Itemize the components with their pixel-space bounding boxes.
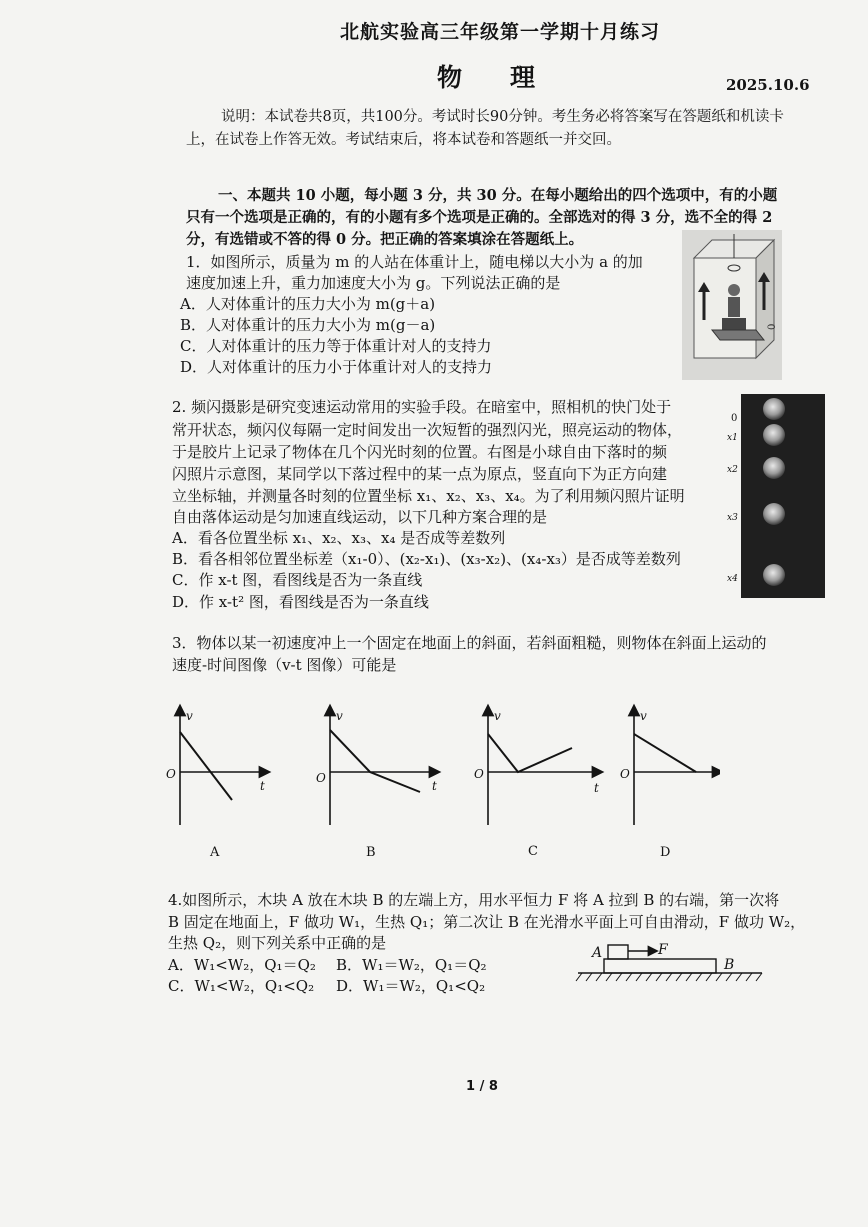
page-number: 1 / 8 <box>466 1079 498 1094</box>
q4-option-d: D．W₁＝W₂，Q₁<Q₂ <box>336 977 486 995</box>
q2-stem-line-2: 常开状态，频闪仪每隔一定时间发出一次短暂的强烈闪光，照亮运动的物体， <box>172 421 683 439</box>
section-1-line-2: 只有一个选项是正确的，有的小题有多个选项是正确的。全部选对的得 3 分，选不全的得 2 <box>186 209 773 226</box>
graph-b-label: B <box>366 845 376 860</box>
strobe-label-x3: x3 <box>727 513 738 523</box>
q1-elevator-figure <box>682 230 782 380</box>
q2-stem-line-6: 自由落体运动是匀加速直线运动，以下几种方案合理的是 <box>172 508 548 526</box>
graph-b-v-label: v <box>336 709 343 723</box>
svg-text:0: 0 <box>767 323 778 330</box>
graph-c-v-label: v <box>494 709 501 723</box>
q1-option-c: C．人对体重计的压力等于体重计对人的支持力 <box>180 337 492 355</box>
strobe-label-x2: x2 <box>727 465 738 475</box>
q4-stem-line-2: B 固定在地面上，F 做功 W₁，生热 Q₁；第二次让 B 在光滑水平面上可自由滑动，F 做功 W₂， <box>168 913 806 931</box>
strobe-label-x1: x1 <box>727 433 738 443</box>
graph-a-label: A <box>210 845 220 860</box>
graph-c-t-label: t <box>594 781 599 795</box>
q2-stem-line-1: 2. 频闪摄影是研究变速运动常用的实验手段。在暗室中，照相机的快门处于 <box>172 398 672 416</box>
q2-option-a: A．看各位置坐标 x₁、x₂、x₃、x₄ 是否成等差数列 <box>172 529 506 547</box>
graph-a-t-label: t <box>260 779 265 793</box>
instructions-line-2: 上，在试卷上作答无效。考试结束后，将本试卷和答题纸一并交回。 <box>186 132 621 148</box>
graph-c-origin: O <box>474 767 484 781</box>
section-1-line-1: 一、本题共 10 小题，每小题 3 分，共 30 分。在每小题给出的四个选项中，有的小题 <box>218 187 778 204</box>
q2-option-b: B．看各相邻位置坐标差（x₁-0）、(x₂-x₁)、(x₃-x₂)、(x₄-x₃）是否成等差数列 <box>172 550 681 568</box>
graph-d-v-label: v <box>640 709 647 723</box>
q1-stem-line-1: 1．如图所示，质量为 m 的人站在体重计上，随电梯以大小为 a 的加 <box>186 253 643 271</box>
q1-stem-line-2: 速度加速上升，重力加速度大小为 g。下列说法正确的是 <box>186 274 561 292</box>
q4-option-b: B．W₁＝W₂，Q₁＝Q₂ <box>336 956 487 974</box>
q2-strobe-photo <box>727 392 827 600</box>
q1-option-b: B．人对体重计的压力大小为 m(g－a) <box>180 316 436 334</box>
graph-a-origin: O <box>166 767 176 781</box>
q2-stem-line-4: 闪照片示意图，某同学以下落过程中的某一点为原点，竖直向下为正方向建 <box>172 465 668 483</box>
section-1-line-3: 分，有选错或不答的得 0 分。把正确的答案填涂在答题纸上。 <box>186 231 584 248</box>
q2-option-d: D．作 x-t² 图，看图线是否为一条直线 <box>172 593 429 611</box>
graph-b-origin: O <box>316 771 326 785</box>
q4-option-a: A．W₁<W₂，Q₁＝Q₂ <box>168 956 316 974</box>
school-title: 北航实验高三年级第一学期十月练习 <box>340 21 661 43</box>
graph-c-label: C <box>528 844 538 859</box>
graph-a-v-label: v <box>186 709 193 723</box>
q4-label-a: A <box>592 945 603 961</box>
q2-stem-line-5: 立坐标轴，并测量各时刻的位置坐标 x₁、x₂、x₃、x₄。为了利用频闪照片证明 <box>172 487 685 505</box>
subject-title: 物理 <box>437 63 584 92</box>
q1-option-a: A．人对体重计的压力大小为 m(g＋a) <box>180 295 436 313</box>
graph-d-origin: O <box>620 767 630 781</box>
q3-stem-line-1: 3．物体以某一初速度冲上一个固定在地面上的斜面，若斜面粗糙，则物体在斜面上运动的 <box>172 634 767 652</box>
exam-date: 2025.10.6 <box>726 76 810 94</box>
graph-d-label: D <box>660 845 671 860</box>
strobe-label-0: 0 <box>731 413 738 424</box>
graph-b-t-label: t <box>432 779 437 793</box>
q3-vt-graphs <box>160 700 720 865</box>
q4-blocks-figure <box>572 935 772 990</box>
q4-label-f: F <box>658 942 668 958</box>
q2-stem-line-3: 于是胶片上记录了物体在几个闪光时刻的位置。右图是小球自由下落时的频 <box>172 443 668 461</box>
q2-option-c: C．作 x-t 图，看图线是否为一条直线 <box>172 571 423 589</box>
q4-option-c: C．W₁<W₂，Q₁<Q₂ <box>168 977 315 995</box>
q4-stem-line-1: 4.如图所示，木块 A 放在木块 B 的左端上方，用水平恒力 F 将 A 拉到 B 的右端，第一次将 <box>168 891 780 909</box>
q1-option-d: D．人对体重计的压力小于体重计对人的支持力 <box>180 358 493 376</box>
q4-stem-line-3: 生热 Q₂，则下列关系中正确的是 <box>168 934 387 952</box>
q3-stem-line-2: 速度-时间图像（v-t 图像）可能是 <box>172 656 397 674</box>
q4-label-b: B <box>724 957 735 973</box>
strobe-label-x4: x4 <box>727 574 738 584</box>
instructions-line-1: 说明：本试卷共8页，共100分。考试时长90分钟。考生务必将答案写在答题纸和机读卡 <box>221 109 784 125</box>
